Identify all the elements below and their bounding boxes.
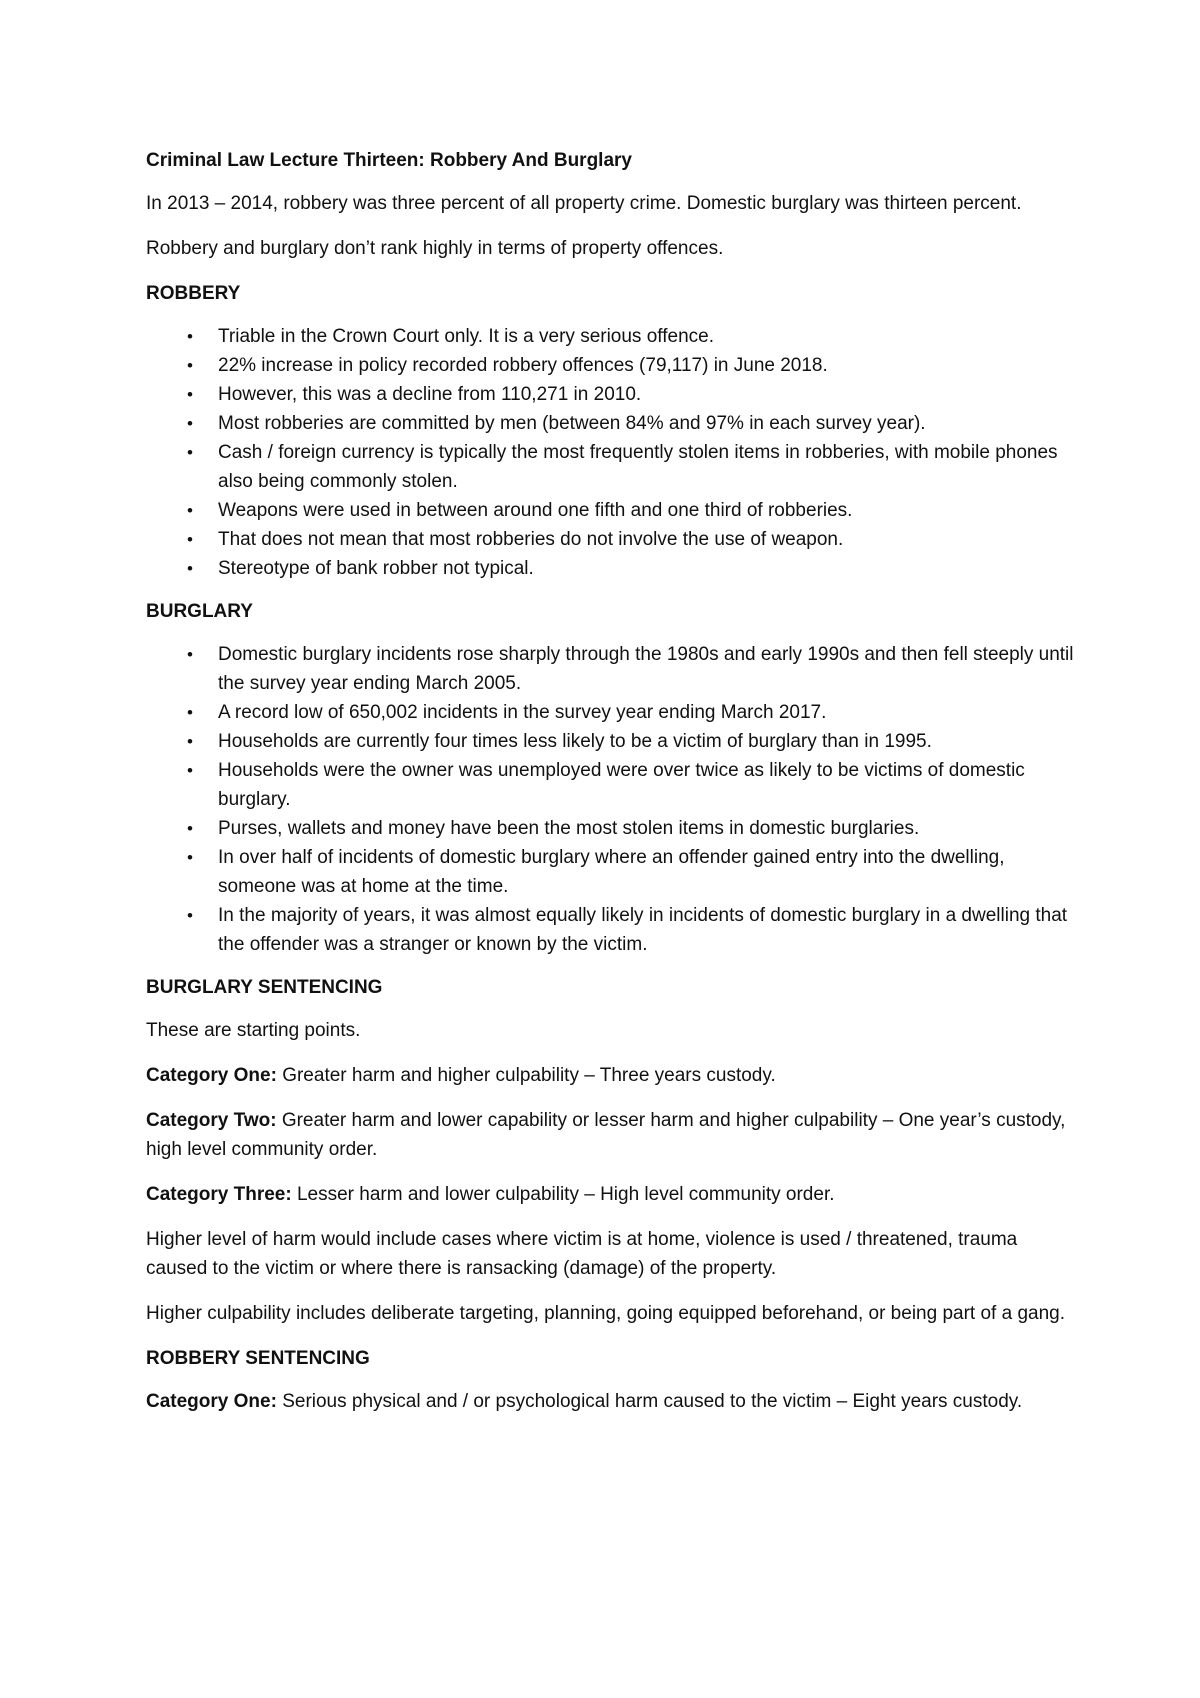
bullet-icon: •: [187, 645, 193, 664]
list-item: [146, 351, 1076, 380]
list-item-text: Households are currently four times less likely to be a victim of burglary than in 1995.: [218, 731, 932, 752]
robbery-sentencing-heading: ROBBERY SENTENCING: [146, 1348, 370, 1369]
intro-paragraph-2: Robbery and burglary don’t rank highly in terms of property offences.: [146, 238, 724, 259]
bullet-icon: •: [187, 443, 193, 462]
list-item-text: However, this was a decline from 110,271 in 2010.: [218, 384, 642, 405]
category-text: Serious physical and / or psychological harm caused to the victim – Eight years custody.: [276, 1391, 1023, 1412]
list-item: [146, 756, 1076, 814]
list-item-text: A record low of 650,002 incidents in the survey year ending March 2017.: [218, 702, 827, 723]
burglary-category-two: [146, 1106, 1076, 1164]
burglary-bullet-list: [146, 640, 1076, 959]
list-item-text: Triable in the Crown Court only. It is a very serious offence.: [218, 326, 714, 347]
list-item-text: Stereotype of bank robber not typical.: [218, 558, 534, 579]
bullet-icon: •: [187, 385, 193, 404]
bullet-icon: •: [187, 732, 193, 751]
category-text: Greater harm and lower capability or lesser harm and higher culpability – One year’s custody, high level community order.: [146, 1110, 1066, 1160]
robbery-bullet-list: [146, 322, 1076, 583]
bullet-icon: •: [187, 356, 193, 375]
bullet-icon: •: [187, 501, 193, 520]
category-text: Greater harm and higher culpability – Three years custody.: [276, 1065, 776, 1086]
category-label: Category Three:: [146, 1184, 292, 1205]
category-label: Category Two:: [146, 1110, 277, 1131]
list-item: [146, 554, 1076, 583]
list-item-text: 22% increase in policy recorded robbery offences (79,117) in June 2018.: [218, 355, 828, 376]
list-item-text: In the majority of years, it was almost equally likely in incidents of domestic burglary in a dwelling that the offender was a stranger or known by the victim.: [218, 905, 1068, 955]
list-item: [146, 438, 1076, 496]
robbery-heading: ROBBERY: [146, 283, 241, 304]
list-item: [146, 727, 1076, 756]
burglary-sentencing-heading: BURGLARY SENTENCING: [146, 977, 383, 998]
document-page: [146, 146, 1076, 1432]
bullet-icon: •: [187, 848, 193, 867]
document-title: Criminal Law Lecture Thirteen: Robbery And Burglary: [146, 150, 632, 171]
list-item: [146, 409, 1076, 438]
list-item: [146, 380, 1076, 409]
bullet-icon: •: [187, 703, 193, 722]
bullet-icon: •: [187, 819, 193, 838]
list-item-text: Purses, wallets and money have been the most stolen items in domestic burglaries.: [218, 818, 920, 839]
list-item: [146, 322, 1076, 351]
list-item: [146, 814, 1076, 843]
list-item: [146, 843, 1076, 901]
bullet-icon: •: [187, 559, 193, 578]
list-item-text: That does not mean that most robberies do not involve the use of weapon.: [218, 529, 844, 550]
list-item-text: Cash / foreign currency is typically the most frequently stolen items in robberies, with mobile phones also being commonly stolen.: [218, 442, 1058, 492]
list-item: [146, 496, 1076, 525]
list-item-text: In over half of incidents of domestic burglary where an offender gained entry into the dwelling, someone was at home at the time.: [218, 847, 1005, 897]
bullet-icon: •: [187, 761, 193, 780]
category-text: Lesser harm and lower culpability – High level community order.: [291, 1184, 835, 1205]
list-item: [146, 525, 1076, 554]
bullet-icon: •: [187, 414, 193, 433]
list-item: [146, 901, 1076, 959]
list-item-text: Most robberies are committed by men (between 84% and 97% in each survey year).: [218, 413, 926, 434]
burglary-heading: BURGLARY: [146, 601, 253, 622]
culpability-note: Higher culpability includes deliberate targeting, planning, going equipped beforehand, or being part of a gang.: [146, 1303, 1065, 1324]
burglary-category-one: [146, 1061, 1076, 1090]
list-item: [146, 640, 1076, 698]
burglary-category-three: [146, 1180, 1076, 1209]
list-item: [146, 698, 1076, 727]
sentencing-intro: These are starting points.: [146, 1020, 361, 1041]
bullet-icon: •: [187, 906, 193, 925]
robbery-category-one: [146, 1387, 1076, 1416]
list-item-text: Domestic burglary incidents rose sharply through the 1980s and early 1990s and then fell steeply until the survey year ending March 2005.: [218, 644, 1074, 694]
bullet-icon: •: [187, 327, 193, 346]
list-item-text: Weapons were used in between around one fifth and one third of robberies.: [218, 500, 853, 521]
bullet-icon: •: [187, 530, 193, 549]
category-label: Category One:: [146, 1391, 277, 1412]
category-label: Category One:: [146, 1065, 277, 1086]
intro-paragraph-1: In 2013 – 2014, robbery was three percent of all property crime. Domestic burglary was thirteen percent.: [146, 193, 1022, 214]
list-item-text: Households were the owner was unemployed were over twice as likely to be victims of domestic burglary.: [218, 760, 1025, 810]
harm-note: Higher level of harm would include cases where victim is at home, violence is used / threatened, trauma caused to the victim or where there is ransacking (damage) of the property.: [146, 1229, 1018, 1279]
